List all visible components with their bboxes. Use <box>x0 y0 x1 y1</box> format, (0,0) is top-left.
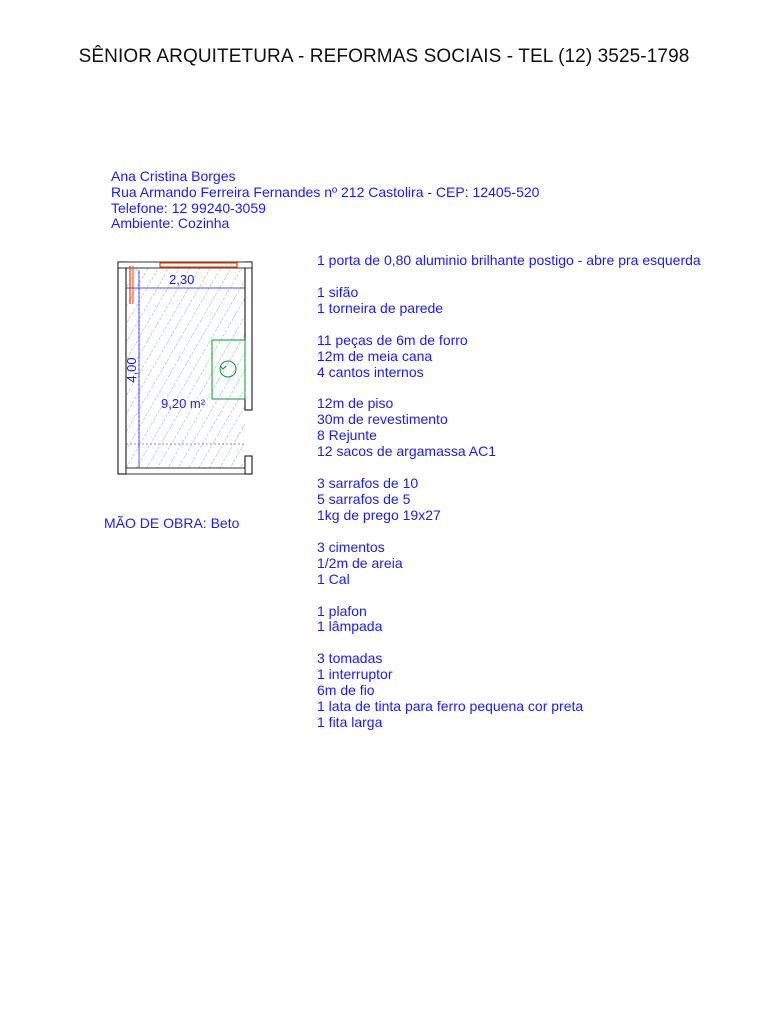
material-item: 12 sacos de argamassa AC1 <box>317 443 496 460</box>
material-item: 1 interruptor <box>317 666 393 683</box>
materials-group <box>317 333 701 381</box>
material-item: 6m de fio <box>317 682 375 699</box>
area-label: 9,20 m² <box>161 396 206 411</box>
materials-group <box>317 285 701 317</box>
client-phone: Telefone: 12 99240-3059 <box>111 199 266 216</box>
material-item: 1 lata de tinta para ferro pequena cor preta <box>317 698 584 715</box>
client-info <box>111 169 539 232</box>
material-item: 3 tomadas <box>317 650 383 667</box>
materials-group <box>317 396 701 460</box>
page-title: SÊNIOR ARQUITETURA - REFORMAS SOCIAIS - TEL (12) 3525-1798 <box>78 46 690 67</box>
material-item: 12m de meia cana <box>317 347 433 364</box>
material-item: 1 fita larga <box>317 713 383 730</box>
right-wall-bottom <box>245 456 252 474</box>
material-item: 1 lâmpada <box>317 618 383 635</box>
material-item: 5 sarrafos de 5 <box>317 490 411 507</box>
materials-group <box>317 476 701 524</box>
floor-hatch <box>126 268 245 468</box>
material-item: 1 torneira de parede <box>317 299 444 316</box>
materials-group <box>317 253 701 269</box>
client-room: Ambiente: Cozinha <box>111 215 230 232</box>
material-item: 3 cimentos <box>317 538 385 555</box>
length-label: 4,00 <box>124 357 139 383</box>
client-name: Ana Cristina Borges <box>111 168 236 184</box>
material-item: 1/2m de areia <box>317 554 403 571</box>
floor-plan <box>112 258 257 480</box>
client-address: Rua Armando Ferreira Fernandes nº 212 Castolira - CEP: 12405-520 <box>111 183 540 200</box>
material-item: 3 sarrafos de 10 <box>317 475 419 492</box>
material-item: 4 cantos internos <box>317 363 424 380</box>
material-item: 8 Rejunte <box>317 427 377 444</box>
material-item: 1 sifão <box>317 283 359 300</box>
material-item: 1 porta de 0,80 aluminio brilhante postigo - abre pra esquerda <box>317 252 701 268</box>
material-item: 11 peças de 6m de forro <box>317 331 468 348</box>
material-item: 1 Cal <box>317 570 350 587</box>
materials-list <box>317 253 701 747</box>
material-item: 1 plafon <box>317 602 367 619</box>
material-item: 1kg de prego 19x27 <box>317 506 441 523</box>
right-wall-top <box>245 262 252 410</box>
material-item: 30m de revestimento <box>317 411 448 428</box>
materials-group <box>317 651 701 731</box>
bottom-wall <box>126 468 245 474</box>
door-icon <box>160 263 237 267</box>
labor-label: MÃO DE OBRA: Beto <box>104 515 240 531</box>
materials-group <box>317 604 701 636</box>
width-label: 2,30 <box>169 272 195 287</box>
material-item: 12m de piso <box>317 395 394 412</box>
materials-group <box>317 540 701 588</box>
